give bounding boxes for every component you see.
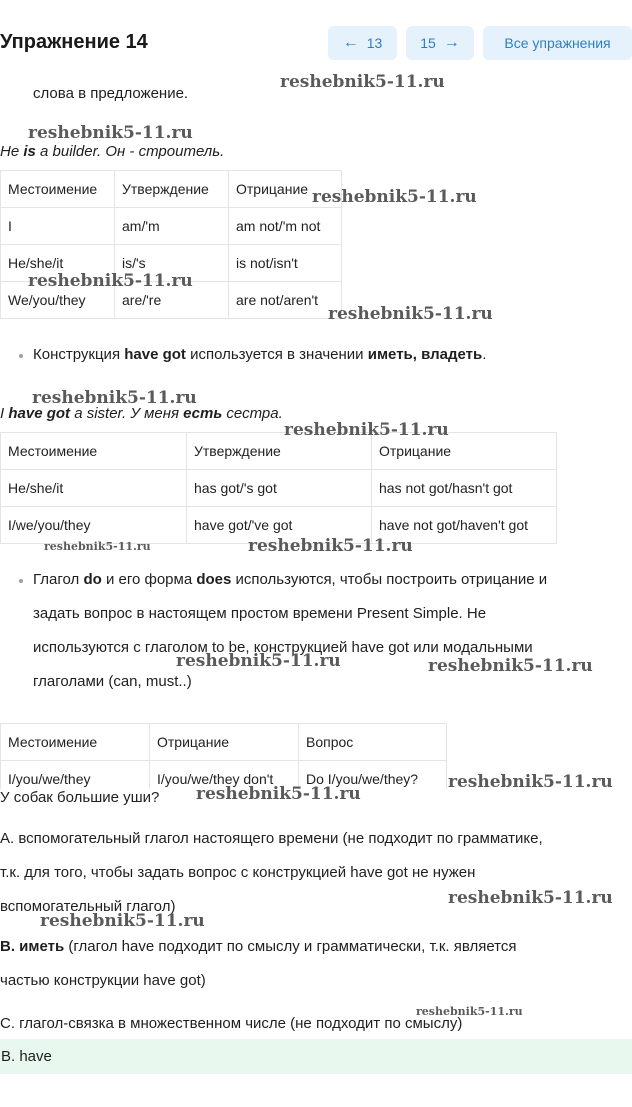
answer-text: B. have [1,1048,52,1065]
answer-box [0,1039,632,1074]
watermark: reshebnik5-11.ru [284,420,449,440]
watermark: reshebnik5-11.ru [28,123,193,143]
table-do [0,723,447,789]
arrow-left-icon: ← [342,34,359,51]
table-header-cell: Вопрос [299,724,447,761]
bullet-line [33,563,547,597]
option-strong: B. иметь [0,938,65,955]
bullet-text: Конструкция [33,346,125,363]
watermark: reshebnik5-11.ru [448,888,613,908]
example-strong: have got [8,405,71,422]
table-cell: He/she/it [1,245,115,282]
watermark: reshebnik5-11.ru [416,1005,523,1018]
table-cell: I [1,208,115,245]
question-text: У собак большие уши? [0,789,163,806]
table-cell: I/you/we/they [1,761,150,790]
table-cell: He/she/it [1,470,187,507]
watermark: reshebnik5-11.ru [196,784,361,804]
bullet-text: используется в значении [185,346,368,363]
table-row [1,208,342,245]
watermark: reshebnik5-11.ru [280,72,445,92]
table-cell: has not got/hasn't got [372,470,557,507]
table-to-be [0,170,342,319]
table-header-cell: Утверждение [115,171,229,208]
option-line: т.к. для того, чтобы задать вопрос с конструкцией have got не нужен [0,864,476,881]
watermark: reshebnik5-11.ru [176,651,341,671]
watermark: reshebnik5-11.ru [248,536,413,556]
table-header-cell: Утверждение [187,433,372,470]
example-sentence-1: He is a builder. Он - строитель. [0,143,225,160]
prev-exercise-button[interactable] [328,26,397,60]
bullet-strong: do [83,571,102,588]
table-header-cell: Местоимение [1,724,150,761]
table-header-cell: Отрицание [372,433,557,470]
next-exercise-button[interactable] [406,26,474,60]
bullet-have-got [33,346,486,363]
table-cell: is/'s [115,245,229,282]
table-row [1,470,557,507]
prev-exercise-label: 13 [366,35,383,51]
table-header-cell: Отрицание [150,724,299,761]
watermark: reshebnik5-11.ru [44,540,151,553]
table-cell: are/'re [115,282,229,319]
all-exercises-label: Все упражнения [504,35,611,51]
next-exercise-label: 15 [420,35,436,51]
all-exercises-button[interactable] [483,26,632,60]
option-c: C. глагол-связка в множественном числе (не подходит по смыслу) [0,1015,463,1032]
table-header-cell: Отрицание [229,171,342,208]
watermark: reshebnik5-11.ru [312,187,477,207]
example-strong: есть [183,405,223,422]
option-text: (глагол have подходит по смыслу и грамматически, т.к. является [64,938,517,955]
bullet-do-does [33,563,547,699]
bullet-text: . [482,346,487,363]
page-title: Упражнение 14 [0,31,148,53]
table-cell: am not/'m not [229,208,342,245]
table-cell: We/you/they [1,282,115,319]
table-header-cell: Местоимение [1,171,115,208]
table-cell: have got/'ve got [187,507,372,544]
table-cell: are not/aren't [229,282,342,319]
bullet-strong: does [196,571,232,588]
watermark: reshebnik5-11.ru [32,388,197,408]
example-text: I [0,405,9,422]
example-text: сестра. [222,405,283,422]
table-header-row [1,433,557,470]
table-have-got [0,432,557,544]
bullet-line: глаголами (can, must..) [33,673,192,690]
arrow-right-icon: → [443,34,460,51]
bullet-text: Глагол [33,571,84,588]
watermark: reshebnik5-11.ru [428,656,593,676]
watermark: reshebnik5-11.ru [40,911,205,931]
option-b [0,930,517,998]
table-cell: am/'m [115,208,229,245]
table-cell: has got/'s got [187,470,372,507]
watermark: reshebnik5-11.ru [448,772,613,792]
example-text: a sister. У меня [70,405,184,422]
option-a [0,822,543,924]
table-cell: have not got/haven't got [372,507,557,544]
bullet-dot [19,579,23,583]
table-header-cell: Местоимение [1,433,187,470]
table-cell: Do I/you/we/they? [299,761,447,790]
bullet-strong: иметь, владеть [367,346,483,363]
option-line [0,930,517,964]
bullet-strong: have got [124,346,186,363]
option-line: вспомогательный глагол) [0,898,176,915]
bullet-text: используются, чтобы построить отрицание и [231,571,548,588]
table-header-row [1,171,342,208]
table-cell: I/we/you/they [1,507,187,544]
watermark: reshebnik5-11.ru [328,304,493,324]
table-cell: is not/isn't [229,245,342,282]
bullet-line: задать вопрос в настоящем простом времени Present Simple. Не [33,605,487,622]
bullet-dot [19,354,23,358]
watermark: reshebnik5-11.ru [28,271,193,291]
option-line: частью конструкции have got) [0,972,206,989]
table-header-row [1,724,447,761]
option-line: A. вспомогательный глагол настоящего времени (не подходит по грамматике, [0,830,543,847]
table-cell: I/you/we/they don't [150,761,299,790]
bullet-line: используются с глаголом to be, конструкцией have got или модальными [33,639,533,656]
intro-text: слова в предложение. [33,85,189,102]
bullet-text: и его форма [101,571,197,588]
